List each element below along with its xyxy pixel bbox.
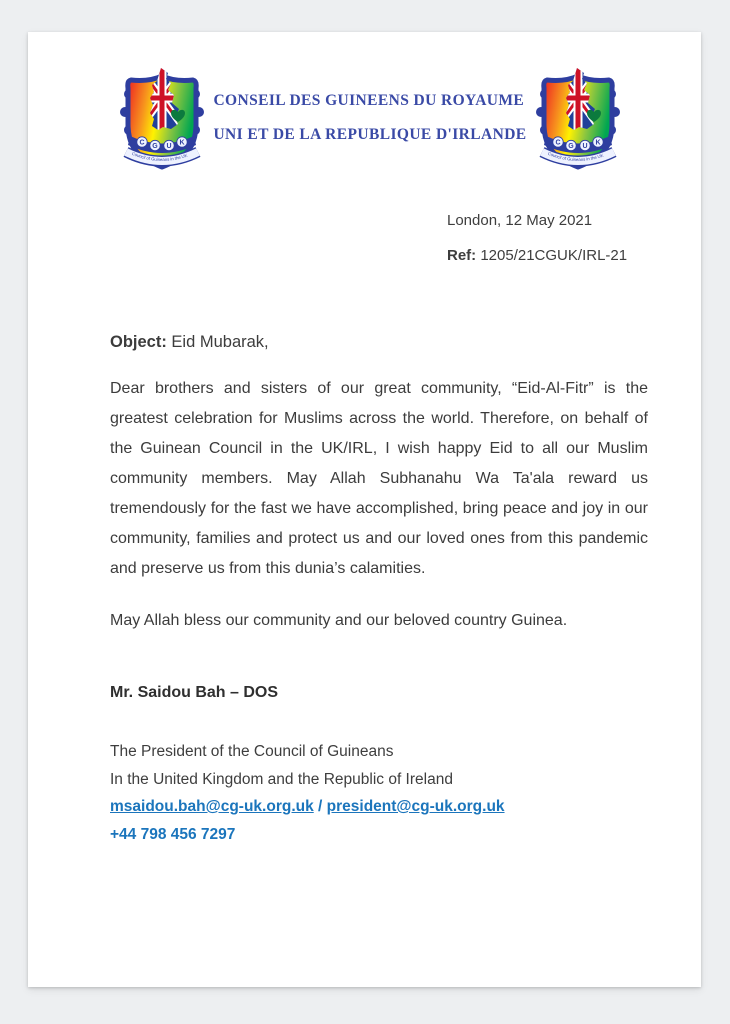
letter-body xyxy=(110,333,648,848)
org-title-line1: CONSEIL DES GUINEENS DU ROYAUME xyxy=(213,92,525,109)
object-label: Object: xyxy=(110,333,167,351)
crest-ribbon-text: Council of Guineans in the UK xyxy=(547,150,605,163)
email-separator: / xyxy=(313,798,327,815)
object-line xyxy=(110,333,648,352)
letter-meta xyxy=(447,203,701,273)
svg-text:C: C xyxy=(139,139,145,147)
svg-text:G: G xyxy=(568,143,574,151)
crest-ribbon-text: Council of Guineans in the UK xyxy=(131,150,189,163)
email-link-primary[interactable]: msaidou.bah@cg-uk.org.uk xyxy=(110,798,314,815)
svg-text:C: C xyxy=(555,139,561,147)
email-link-president[interactable]: president@cg-uk.org.uk xyxy=(326,798,505,815)
org-title xyxy=(213,84,526,152)
signature-block xyxy=(110,738,648,848)
letter-page xyxy=(28,32,701,987)
svg-text:G: G xyxy=(152,143,158,151)
svg-text:U: U xyxy=(166,143,172,151)
body-paragraph-1: Dear brothers and sisters of our great community, “Eid-Al-Fitr” is the greatest celebration for Muslims across the world. Therefore, on behalf of the Guinean Council in the UK/IRL, I wish happy Eid to all our Muslim community members. May Allah Subhanahu Wa Ta'ala reward us tremendously for the fast we have accomplished, bring peace and joy in our community, families and protect us and our loved ones from this pandemic and preserve us from this dunia’s calamities. xyxy=(110,380,648,577)
org-crest-logo-right xyxy=(533,66,623,176)
svg-text:U: U xyxy=(582,143,588,151)
ref-line xyxy=(447,238,701,273)
letterhead xyxy=(28,32,701,176)
email-line xyxy=(110,793,648,821)
org-title-line2: UNI ET DE LA REPUBLIQUE D'IRLANDE xyxy=(213,126,527,143)
phone-number: +44 798 456 7297 xyxy=(110,825,236,843)
signatory-name: Mr. Saidou Bah – DOS xyxy=(110,684,279,701)
signatory-title-line2: In the United Kingdom and the Republic of Ireland xyxy=(110,770,453,788)
svg-text:K: K xyxy=(595,139,601,147)
ref-label: Ref: xyxy=(447,247,477,264)
date-line: London, 12 May 2021 xyxy=(447,212,593,229)
svg-text:K: K xyxy=(179,139,185,147)
ref-value: 1205/21CGUK/IRL-21 xyxy=(476,247,628,264)
signatory-title-line1: The President of the Council of Guineans xyxy=(110,743,394,760)
object-value: Eid Mubarak, xyxy=(166,333,269,351)
body-paragraph-2: May Allah bless our community and our beloved country Guinea. xyxy=(110,612,568,629)
org-crest-logo-left xyxy=(117,66,207,176)
